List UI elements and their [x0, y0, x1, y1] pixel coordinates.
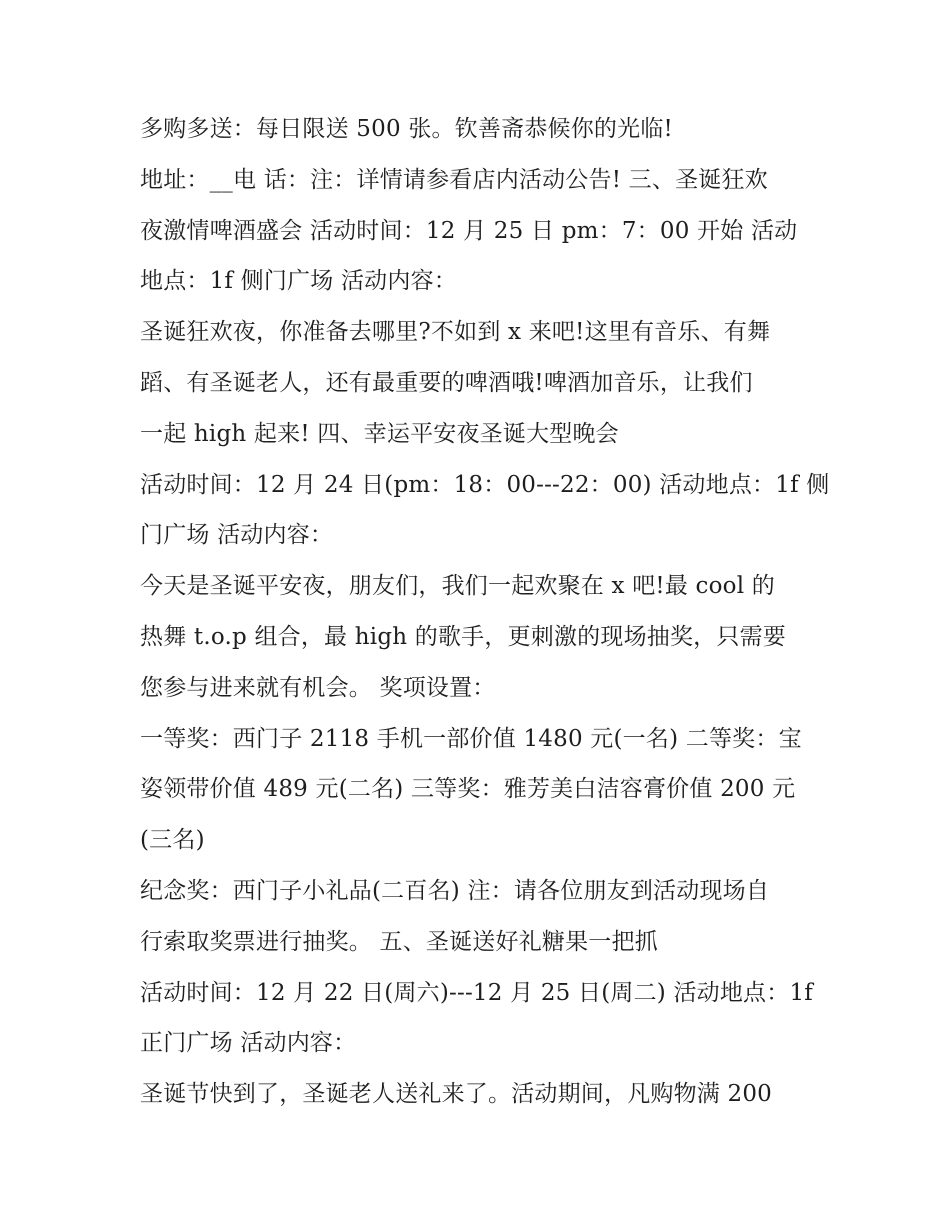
body-text: [140, 104, 830, 1120]
text-line: 一起 high 起来! 四、幸运平安夜圣诞大型晚会: [140, 420, 619, 447]
text-line: 地址：__电 话：注：详情请参看店内活动公告! 三、圣诞狂欢: [140, 166, 768, 193]
text-line: 活动时间：12 月 22 日(周六)---12 月 25 日(周二) 活动地点：1f: [140, 979, 813, 1006]
text-line: 正门广场 活动内容：: [140, 1030, 357, 1057]
text-line: 纪念奖：西门子小礼品(二百名) 注：请各位朋友到活动现场自: [140, 877, 770, 904]
text-line: 蹈、有圣诞老人，还有最重要的啤酒哦!啤酒加音乐，让我们: [140, 369, 753, 396]
text-line: 圣诞狂欢夜，你准备去哪里?不如到 x 来吧!这里有音乐、有舞: [140, 319, 771, 346]
text-line: 姿领带价值 489 元(二名) 三等奖：雅芳美白洁容膏价值 200 元: [140, 776, 796, 803]
text-line: 一等奖：西门子 2118 手机一部价值 1480 元(一名) 二等奖：宝: [140, 725, 802, 752]
text-line: 今天是圣诞平安夜，朋友们，我们一起欢聚在 x 吧!最 cool 的: [140, 573, 775, 600]
text-line: 行索取奖票进行抽奖。 五、圣诞送好礼糖果一把抓: [140, 928, 658, 955]
text-line: 地点：1f 侧门广场 活动内容：: [140, 268, 457, 295]
text-line: 多购多送：每日限送 500 张。钦善斋恭候你的光临!: [140, 116, 673, 142]
text-line: 热舞 t.o.p 组合，最 high 的歌手，更刺激的现场抽奖，只需要: [140, 623, 786, 650]
text-line: 门广场 活动内容：: [140, 522, 334, 549]
text-line: 您参与进来就有机会。 奖项设置：: [140, 674, 496, 701]
text-line: 夜激情啤酒盛会 活动时间：12 月 25 日 pm：7：00 开始 活动: [140, 217, 798, 244]
text-line: 圣诞节快到了，圣诞老人送礼来了。活动期间，凡购物满 200: [140, 1081, 773, 1108]
text-line: (三名): [140, 827, 205, 854]
text-line: 活动时间：12 月 24 日(pm：18：00---22：00) 活动地点：1f 侧: [140, 471, 830, 498]
